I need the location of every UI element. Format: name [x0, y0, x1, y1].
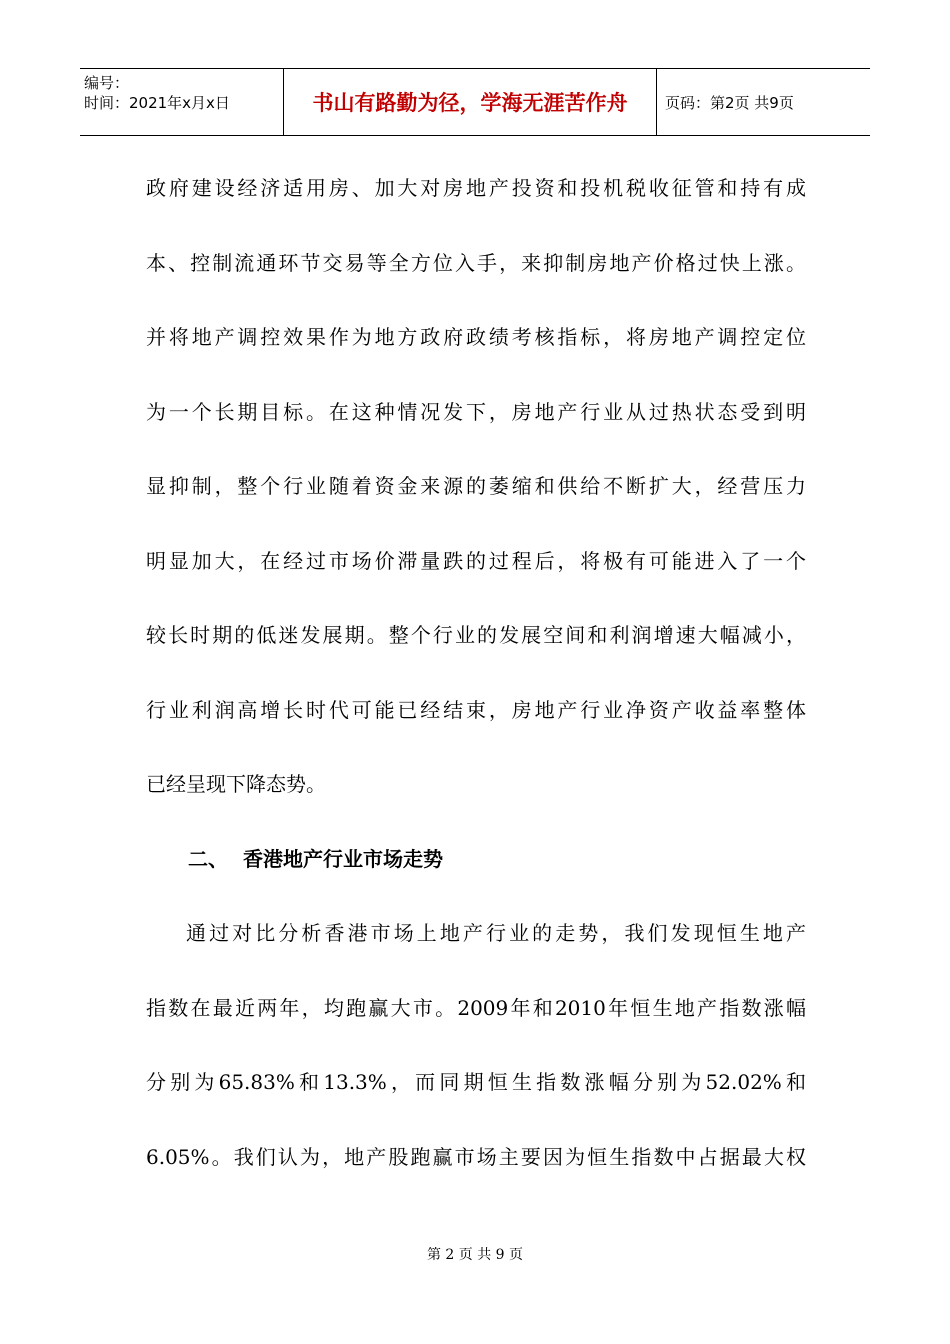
header-meta — [80, 69, 283, 135]
body-line: 行业利润高增长时代可能已经结束，房地产行业净资产收益率整体 — [146, 697, 806, 722]
page-footer: 第 2 页 共 9 页 — [426, 1247, 524, 1263]
body-line: 通过对比分析香港市场上地产行业的走势，我们发现恒生地产 — [186, 921, 806, 945]
body-line: 指数在最近两年，均跑赢大市。2009年和2010年恒生地产指数涨幅 — [146, 995, 806, 1020]
body-line: 本、控制流通环节交易等全方位入手，来抑制房地产价格过快上涨。 — [146, 250, 806, 275]
section-number: 二、 — [188, 846, 228, 871]
body-line: 明显加大，在经过市场价滞量跌的过程后，将极有可能进入了一个 — [146, 548, 806, 573]
body-line: 为一个长期目标。在这种情况发下，房地产行业从过热状态受到明 — [146, 399, 806, 424]
page-header — [80, 68, 870, 136]
body-line: 已经呈现下降态势。 — [146, 772, 326, 796]
body-line: 政府建设经济适用房、加大对房地产投资和投机税收征管和持有成 — [146, 176, 806, 200]
document-time-label: 时间：2021年x月x日 — [84, 94, 230, 112]
body-line: 分别为65.83%和13.3%，而同期恒生指数涨幅分别为52.02%和 — [146, 1070, 806, 1094]
body-line: 显抑制，整个行业随着资金来源的萎缩和供给不断扩大，经营压力 — [146, 474, 806, 498]
body-line: 并将地产调控效果作为地方政府政绩考核指标，将房地产调控定位 — [146, 325, 806, 349]
body-line: 较长时期的低迷发展期。整个行业的发展空间和利润增速大幅减小， — [146, 623, 806, 647]
body-line: 6.05%。我们认为，地产股跑赢市场主要因为恒生指数中占据最大权 — [146, 1144, 806, 1169]
header-page-info: 页码：第2页 共9页 — [665, 93, 794, 112]
document-body — [146, 168, 806, 1211]
section-heading — [146, 839, 806, 914]
header-motto: 书山有路勤为径，学海无涯苦作舟 — [283, 69, 657, 135]
document-number-label: 编号： — [84, 74, 130, 92]
section-title: 香港地产行业市场走势 — [243, 846, 443, 871]
